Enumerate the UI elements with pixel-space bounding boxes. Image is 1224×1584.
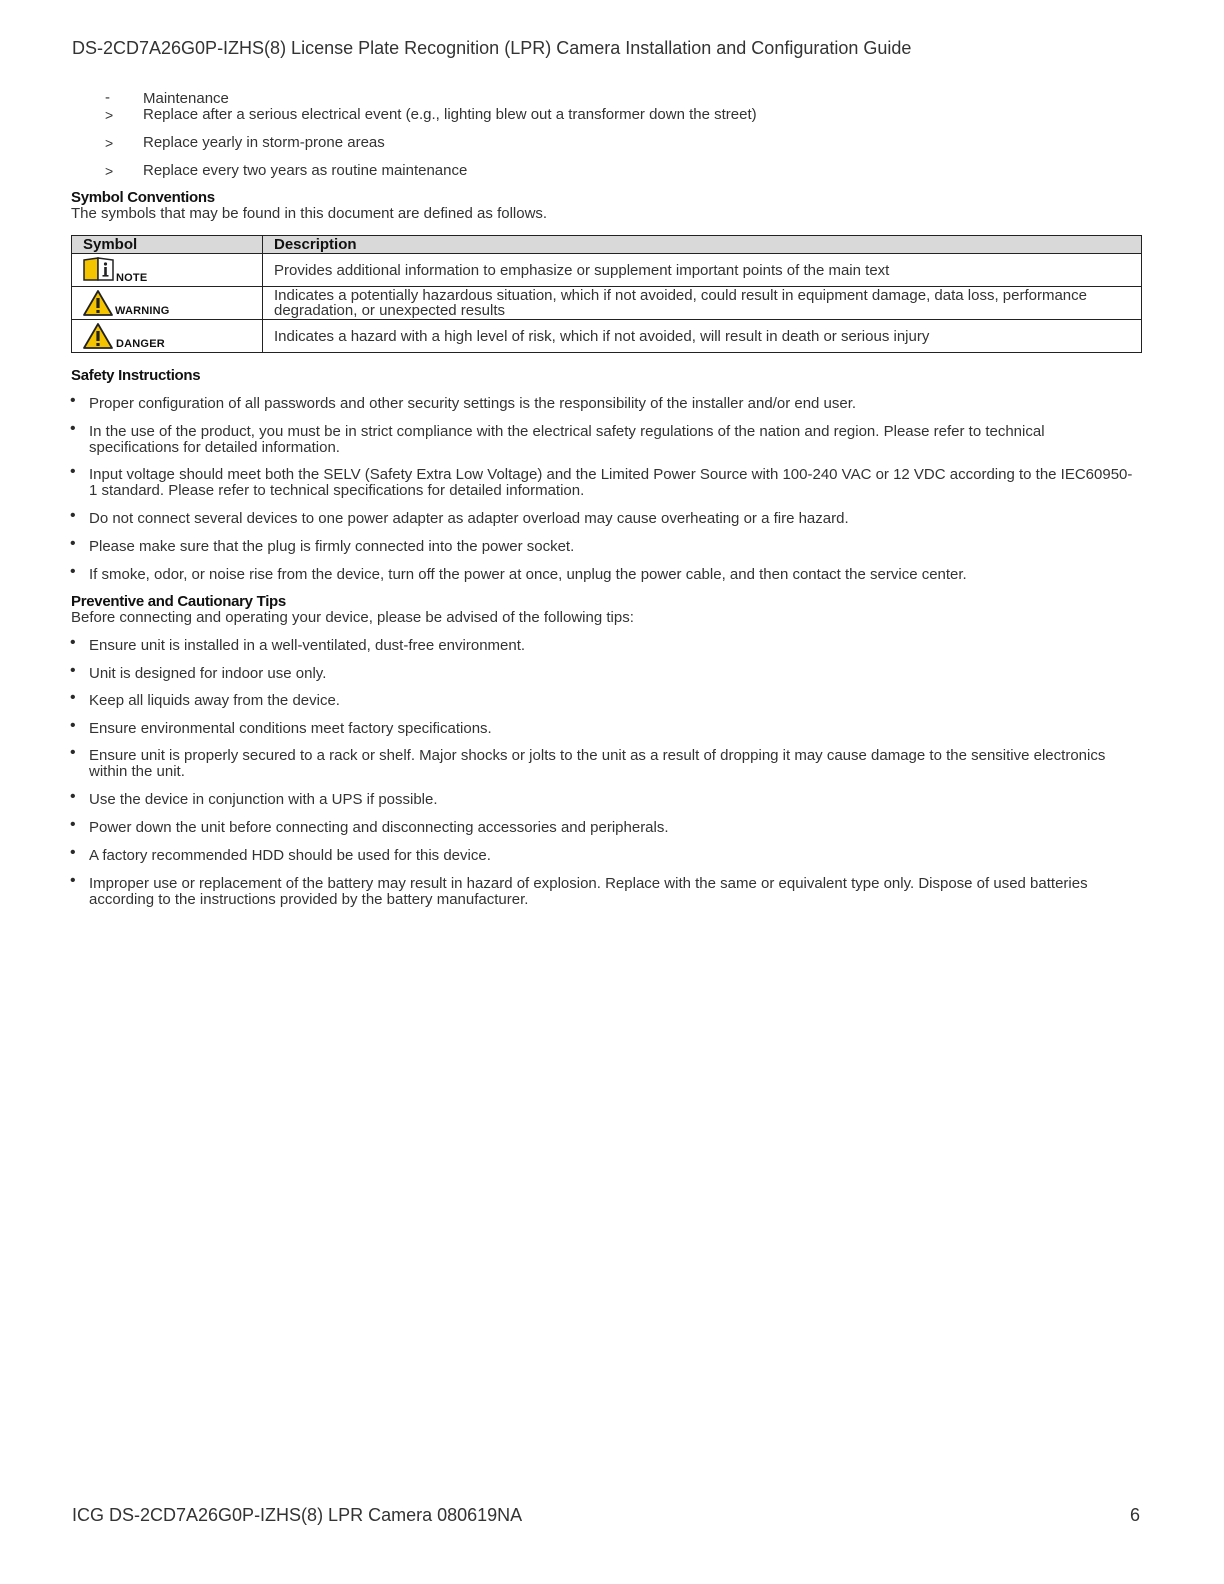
list-arrow: > xyxy=(105,135,114,151)
symbol-table-header-row xyxy=(72,236,1142,254)
maintenance-label: Maintenance xyxy=(143,90,229,107)
danger-description: Indicates a hazard with a high level of risk, which if not avoided, will result in death or serious injury xyxy=(263,320,1142,353)
bullet: • xyxy=(70,420,76,437)
list-item: Unit is designed for indoor use only. xyxy=(89,665,327,682)
list-item: Improper use or replacement of the battery may result in hazard of explosion. Replace with the same or equivalent type only. Dispose of used batteries according to the instructions provided by the battery manufacturer. xyxy=(89,875,1088,908)
maintenance-item: Replace after a serious electrical event (e.g., lighting blew out a transformer down the street) xyxy=(143,106,757,123)
list-item: Ensure environmental conditions meet factory specifications. xyxy=(89,720,492,737)
symbol-table xyxy=(71,235,1142,353)
danger-triangle-icon xyxy=(82,322,114,350)
bullet: • xyxy=(70,788,76,805)
symbol-column-header: Symbol xyxy=(72,236,263,254)
list-item: In the use of the product, you must be in strict compliance with the electrical safety regulations of the nation and region. Please refer to technical specifications for detailed information. xyxy=(89,423,1045,456)
danger-label: DANGER xyxy=(116,338,165,350)
bullet: • xyxy=(70,816,76,833)
maintenance-item: Replace every two years as routine maintenance xyxy=(143,162,468,179)
warning-label: WARNING xyxy=(115,305,170,317)
footer-doc-id: ICG DS-2CD7A26G0P-IZHS(8) LPR Camera 080619NA xyxy=(72,1505,523,1525)
list-item: A factory recommended HDD should be used for this device. xyxy=(89,847,491,864)
list-item: Keep all liquids away from the device. xyxy=(89,692,340,709)
preventive-intro: Before connecting and operating your device, please be advised of the following tips: xyxy=(71,609,634,626)
list-item: Do not connect several devices to one power adapter as adapter overload may cause overheating or a fire hazard. xyxy=(89,510,849,527)
section-heading-preventive-tips: Preventive and Cautionary Tips xyxy=(71,593,286,610)
section-heading-symbol-conventions: Symbol Conventions xyxy=(71,189,215,206)
bullet: • xyxy=(70,392,76,409)
table-row xyxy=(72,287,1142,320)
warning-description: Indicates a potentially hazardous situation, which if not avoided, could result in equipment damage, data loss, performance degradation, or unexpected results xyxy=(263,287,1142,320)
bullet: • xyxy=(70,463,76,480)
bullet: • xyxy=(70,507,76,524)
list-item: If smoke, odor, or noise rise from the device, turn off the power at once, unplug the power cable, and then contact the service center. xyxy=(89,566,967,583)
symbol-conventions-intro: The symbols that may be found in this document are defined as follows. xyxy=(71,205,548,222)
list-arrow: > xyxy=(105,107,114,123)
bullet: • xyxy=(70,717,76,734)
list-item: Proper configuration of all passwords and other security settings is the responsibility of the installer and/or end user. xyxy=(89,395,857,412)
list-item: Ensure unit is installed in a well-ventilated, dust-free environment. xyxy=(89,637,526,654)
maintenance-item: Replace yearly in storm-prone areas xyxy=(143,134,385,151)
bullet: • xyxy=(70,563,76,580)
list-item: Use the device in conjunction with a UPS if possible. xyxy=(89,791,438,808)
list-dash: - xyxy=(105,89,110,106)
list-item: Ensure unit is properly secured to a rack or shelf. Major shocks or jolts to the unit as a result of dropping it may cause damage to the sensitive electronics within the unit. xyxy=(89,747,1106,780)
note-book-icon xyxy=(82,256,116,282)
note-label: NOTE xyxy=(116,272,148,284)
bullet: • xyxy=(70,634,76,651)
bullet: • xyxy=(70,662,76,679)
table-row xyxy=(72,320,1142,353)
warning-triangle-icon xyxy=(82,289,114,317)
description-column-header: Description xyxy=(263,236,1142,254)
bullet: • xyxy=(70,744,76,761)
bullet: • xyxy=(70,535,76,552)
bullet: • xyxy=(70,872,76,889)
page-header-title: DS-2CD7A26G0P-IZHS(8) License Plate Recognition (LPR) Camera Installation and Configuration Guide xyxy=(72,38,912,58)
section-heading-safety-instructions: Safety Instructions xyxy=(71,367,201,384)
list-item: Please make sure that the plug is firmly connected into the power socket. xyxy=(89,538,575,555)
list-item: Input voltage should meet both the SELV (Safety Extra Low Voltage) and the Limited Power Source with 100-240 VAC or 12 VDC according to the IEC60950-1 standard. Please refer to technical specifications for detailed information. xyxy=(89,466,1133,499)
table-row xyxy=(72,254,1142,287)
bullet: • xyxy=(70,844,76,861)
list-arrow: > xyxy=(105,163,114,179)
list-item: Power down the unit before connecting and disconnecting accessories and peripherals. xyxy=(89,819,669,836)
page-number: 6 xyxy=(1129,1505,1140,1525)
note-description: Provides additional information to emphasize or supplement important points of the main text xyxy=(263,254,1142,287)
bullet: • xyxy=(70,689,76,706)
